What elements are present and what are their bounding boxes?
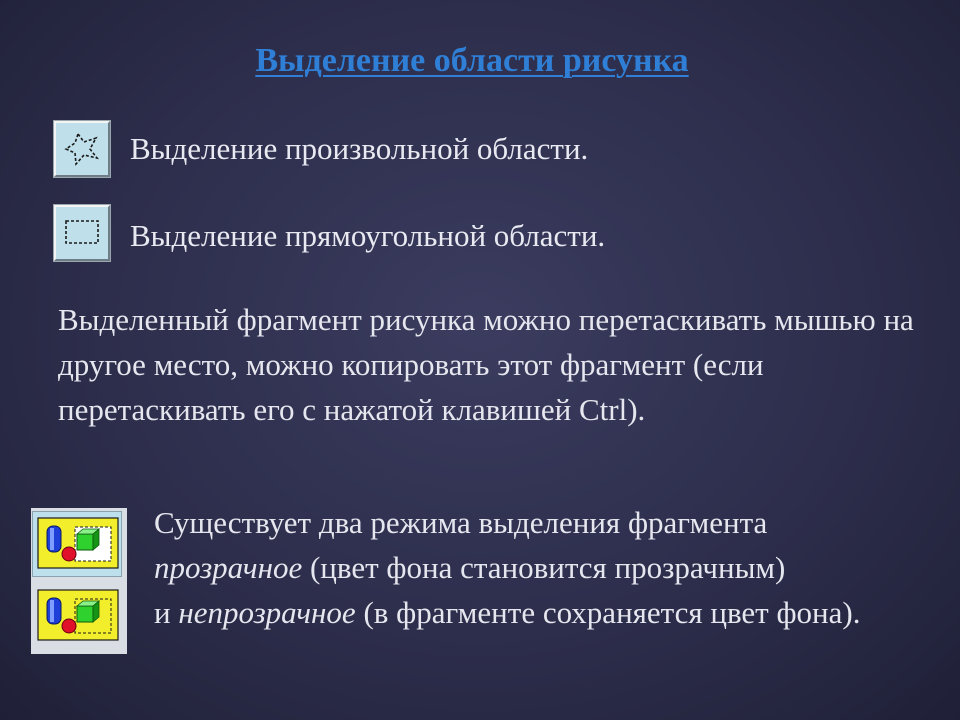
modes-description <box>154 500 944 635</box>
modes-conjunction: и <box>154 595 179 630</box>
rect-select-button[interactable] <box>54 205 110 261</box>
freeform-select-label: Выделение произвольной области. <box>130 131 589 166</box>
rect-select-icon <box>56 207 108 259</box>
transparent-mode-icon <box>33 584 121 648</box>
rect-select-label: Выделение прямоугольной области. <box>130 218 606 253</box>
opaque-mode-desc: (в фрагменте сохраняется цвет фона). <box>355 595 861 630</box>
opaque-mode-term: непрозрачное <box>178 595 356 630</box>
transparent-mode-button[interactable] <box>33 584 121 648</box>
slide-title: Выделение области рисунка <box>255 42 689 79</box>
selection-mode-panel <box>31 508 127 654</box>
opaque-mode-icon <box>33 512 121 576</box>
opaque-mode-button[interactable] <box>33 512 121 576</box>
description-text: Выделенный фрагмент рисунка можно перетаскивать мышью на другое место, можно копировать этот фрагмент (если перетаскивать его с нажатой клавишей Ctrl). <box>58 302 914 427</box>
freeform-select-button[interactable] <box>54 121 110 177</box>
freeform-select-icon <box>56 123 108 175</box>
modes-intro-text: Существует два режима выделения фрагмента <box>154 505 768 540</box>
transparent-mode-term: прозрачное <box>154 550 303 585</box>
transparent-mode-desc: (цвет фона становится прозрачным) <box>302 550 786 585</box>
